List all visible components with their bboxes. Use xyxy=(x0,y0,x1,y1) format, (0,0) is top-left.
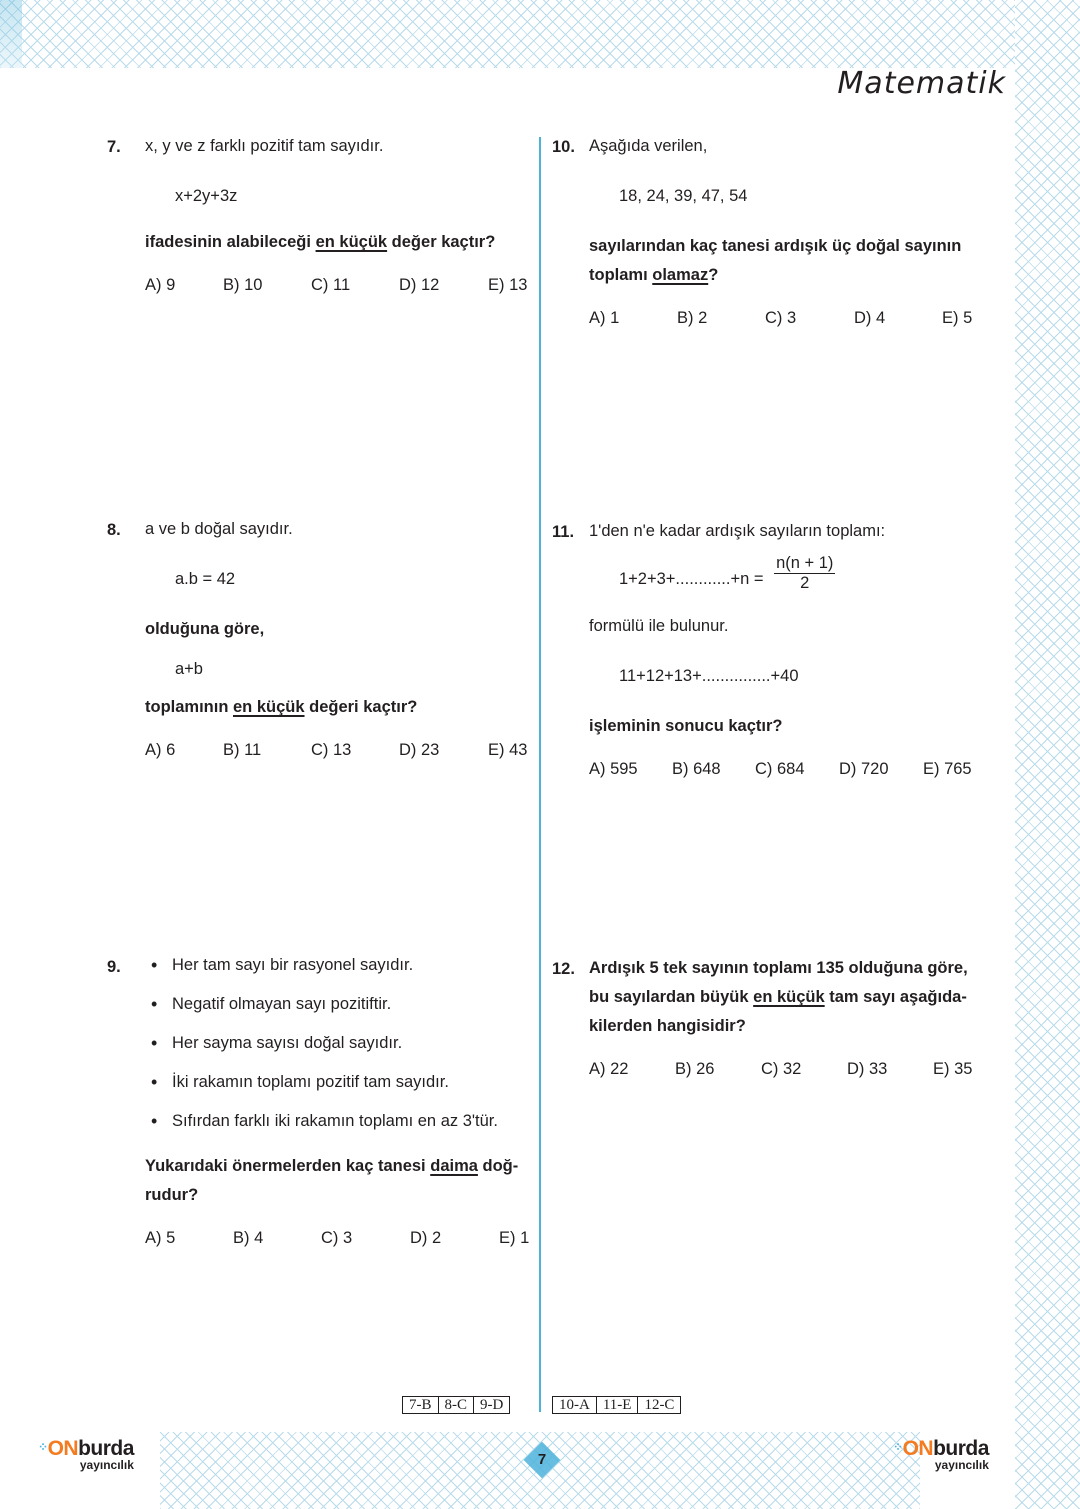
q9-option-b[interactable]: B) 4 xyxy=(233,1229,264,1247)
question-number-7: 7. xyxy=(107,138,121,156)
q11-option-d[interactable]: D) 720 xyxy=(839,760,889,778)
q7-option-a[interactable]: A) 9 xyxy=(145,276,176,294)
q10-question-line-2: toplamı olamaz? xyxy=(589,266,719,284)
publisher-label: yayıncılık xyxy=(79,1458,134,1472)
q10-option-a[interactable]: A) 1 xyxy=(589,309,620,327)
q9-statements xyxy=(145,946,535,1141)
q7-option-d[interactable]: D) 12 xyxy=(399,276,440,294)
q8-condition: olduğuna göre, xyxy=(145,620,265,638)
q9-statement: • Her tam sayı bir rasyonel sayıdır. xyxy=(145,946,535,985)
q10-numbers: 18, 24, 39, 47, 54 xyxy=(619,187,748,205)
q10-intro: Aşağıda verilen, xyxy=(589,137,708,155)
page-number: 7 xyxy=(537,1451,547,1468)
q8-option-c[interactable]: C) 13 xyxy=(311,741,352,759)
answer-key-item: 7-B xyxy=(402,1396,439,1414)
q10-option-b[interactable]: B) 2 xyxy=(677,309,708,327)
question-11 xyxy=(589,517,999,784)
q11-option-c[interactable]: C) 684 xyxy=(755,760,805,778)
q12-option-d[interactable]: D) 33 xyxy=(847,1060,888,1078)
column-divider xyxy=(539,137,541,1412)
q9-statement: • Her sayma sayısı doğal sayıdır. xyxy=(145,1024,535,1063)
q9-statement: • İki rakamın toplamı pozitif tam sayıdır. xyxy=(145,1063,535,1102)
answer-key-item: 8-C xyxy=(439,1396,475,1414)
q9-question-line-2: rudur? xyxy=(145,1186,199,1204)
q12-question-line-1: Ardışık 5 tek sayının toplamı 135 olduğuna göre, xyxy=(589,959,968,977)
question-number-9: 9. xyxy=(107,958,121,976)
page-number-badge xyxy=(522,1440,562,1480)
q11-formula xyxy=(589,554,999,599)
answer-key-item: 10-A xyxy=(552,1396,597,1414)
q8-expression-1: a.b = 42 xyxy=(175,570,236,588)
q12-option-a[interactable]: A) 22 xyxy=(589,1060,629,1078)
question-8 xyxy=(145,515,535,765)
q12-option-c[interactable]: C) 32 xyxy=(761,1060,802,1078)
q8-option-b[interactable]: B) 11 xyxy=(223,741,262,759)
q8-options xyxy=(145,736,535,765)
q12-question-line-3: kilerden hangisidir? xyxy=(589,1017,746,1035)
q8-intro: a ve b doğal sayıdır. xyxy=(145,520,293,538)
q9-option-c[interactable]: C) 3 xyxy=(321,1229,353,1247)
top-pattern-border xyxy=(0,0,1080,68)
q11-option-b[interactable]: B) 648 xyxy=(672,760,721,778)
q11-found: formülü ile bulunur. xyxy=(589,617,729,635)
q12-options xyxy=(589,1055,999,1084)
question-number-10: 10. xyxy=(552,138,575,156)
answer-key-left xyxy=(402,1396,510,1414)
q11-fraction xyxy=(774,554,835,593)
top-left-accent xyxy=(0,0,22,68)
q11-formula-lhs: 1+2+3+............+n = xyxy=(619,569,764,588)
right-pattern-border xyxy=(1015,0,1080,1509)
q10-question-line-1: sayılarından kaç tanesi ardışık üç doğal sayının xyxy=(589,237,962,255)
q10-options xyxy=(589,304,999,333)
q7-option-b[interactable]: B) 10 xyxy=(223,276,263,294)
q7-option-c[interactable]: C) 11 xyxy=(311,276,351,294)
q7-question: ifadesinin alabileceği en küçük değer kaçtır? xyxy=(145,233,496,251)
q8-option-a[interactable]: A) 6 xyxy=(145,741,176,759)
q11-options xyxy=(589,755,999,784)
q7-option-e[interactable]: E) 13 xyxy=(488,276,528,294)
q11-question: işleminin sonucu kaçtır? xyxy=(589,717,783,735)
answer-key-right xyxy=(552,1396,681,1414)
question-number-11: 11. xyxy=(552,523,575,541)
q9-options xyxy=(145,1224,535,1253)
q11-intro: 1'den n'e kadar ardışık sayıların toplamı: xyxy=(589,522,886,540)
question-number-8: 8. xyxy=(107,521,121,539)
question-9 xyxy=(145,946,535,1253)
q12-option-b[interactable]: B) 26 xyxy=(675,1060,715,1078)
q9-option-a[interactable]: A) 5 xyxy=(145,1229,176,1247)
q7-expression: x+2y+3z xyxy=(175,187,238,205)
q12-question-line-2: bu sayılardan büyük en küçük tam sayı aşağıda- xyxy=(589,988,967,1006)
publisher-label: yayıncılık xyxy=(934,1458,989,1472)
q11-option-e[interactable]: E) 765 xyxy=(923,760,972,778)
answer-key-item: 9-D xyxy=(474,1396,510,1414)
q8-expression-2: a+b xyxy=(175,660,203,678)
q9-statement: • Negatif olmayan sayı pozitiftir. xyxy=(145,985,535,1024)
q9-question-line-1: Yukarıdaki önermelerden kaç tanesi daima doğ- xyxy=(145,1157,519,1175)
q11-fraction-denominator: 2 xyxy=(800,574,810,592)
q7-intro: x, y ve z farklı pozitif tam sayıdır. xyxy=(145,137,384,155)
q8-question: toplamının en küçük değeri kaçtır? xyxy=(145,698,418,716)
logo-dots-icon: ⁘ xyxy=(893,1440,903,1454)
q8-option-e[interactable]: E) 43 xyxy=(488,741,528,759)
answer-key-item: 12-C xyxy=(638,1396,681,1414)
question-7 xyxy=(145,132,535,300)
subject-title: Matematik xyxy=(837,66,1006,101)
q9-option-e[interactable]: E) 1 xyxy=(499,1229,530,1247)
answer-key-item: 11-E xyxy=(597,1396,639,1414)
logo-dots-icon: ⁘ xyxy=(38,1440,48,1454)
q9-statement: • Sıfırdan farklı iki rakamın toplamı en az 3'tür. xyxy=(145,1102,535,1141)
q8-option-d[interactable]: D) 23 xyxy=(399,741,440,759)
publisher-logo-right: ⁘ONburda yayıncılık xyxy=(893,1437,989,1472)
q11-fraction-numerator: n(n + 1) xyxy=(776,554,834,572)
q11-option-a[interactable]: A) 595 xyxy=(589,760,638,778)
q12-option-e[interactable]: E) 35 xyxy=(933,1060,973,1078)
question-10 xyxy=(589,132,999,333)
q9-option-d[interactable]: D) 2 xyxy=(410,1229,442,1247)
q10-option-d[interactable]: D) 4 xyxy=(854,309,886,327)
q11-expression: 11+12+13+...............+40 xyxy=(619,667,799,685)
q10-option-c[interactable]: C) 3 xyxy=(765,309,797,327)
q10-option-e[interactable]: E) 5 xyxy=(942,309,973,327)
publisher-logo-left: ⁘ONburda yayıncılık xyxy=(38,1437,134,1472)
question-12 xyxy=(589,954,999,1084)
q7-options xyxy=(145,271,535,300)
question-number-12: 12. xyxy=(552,960,575,978)
